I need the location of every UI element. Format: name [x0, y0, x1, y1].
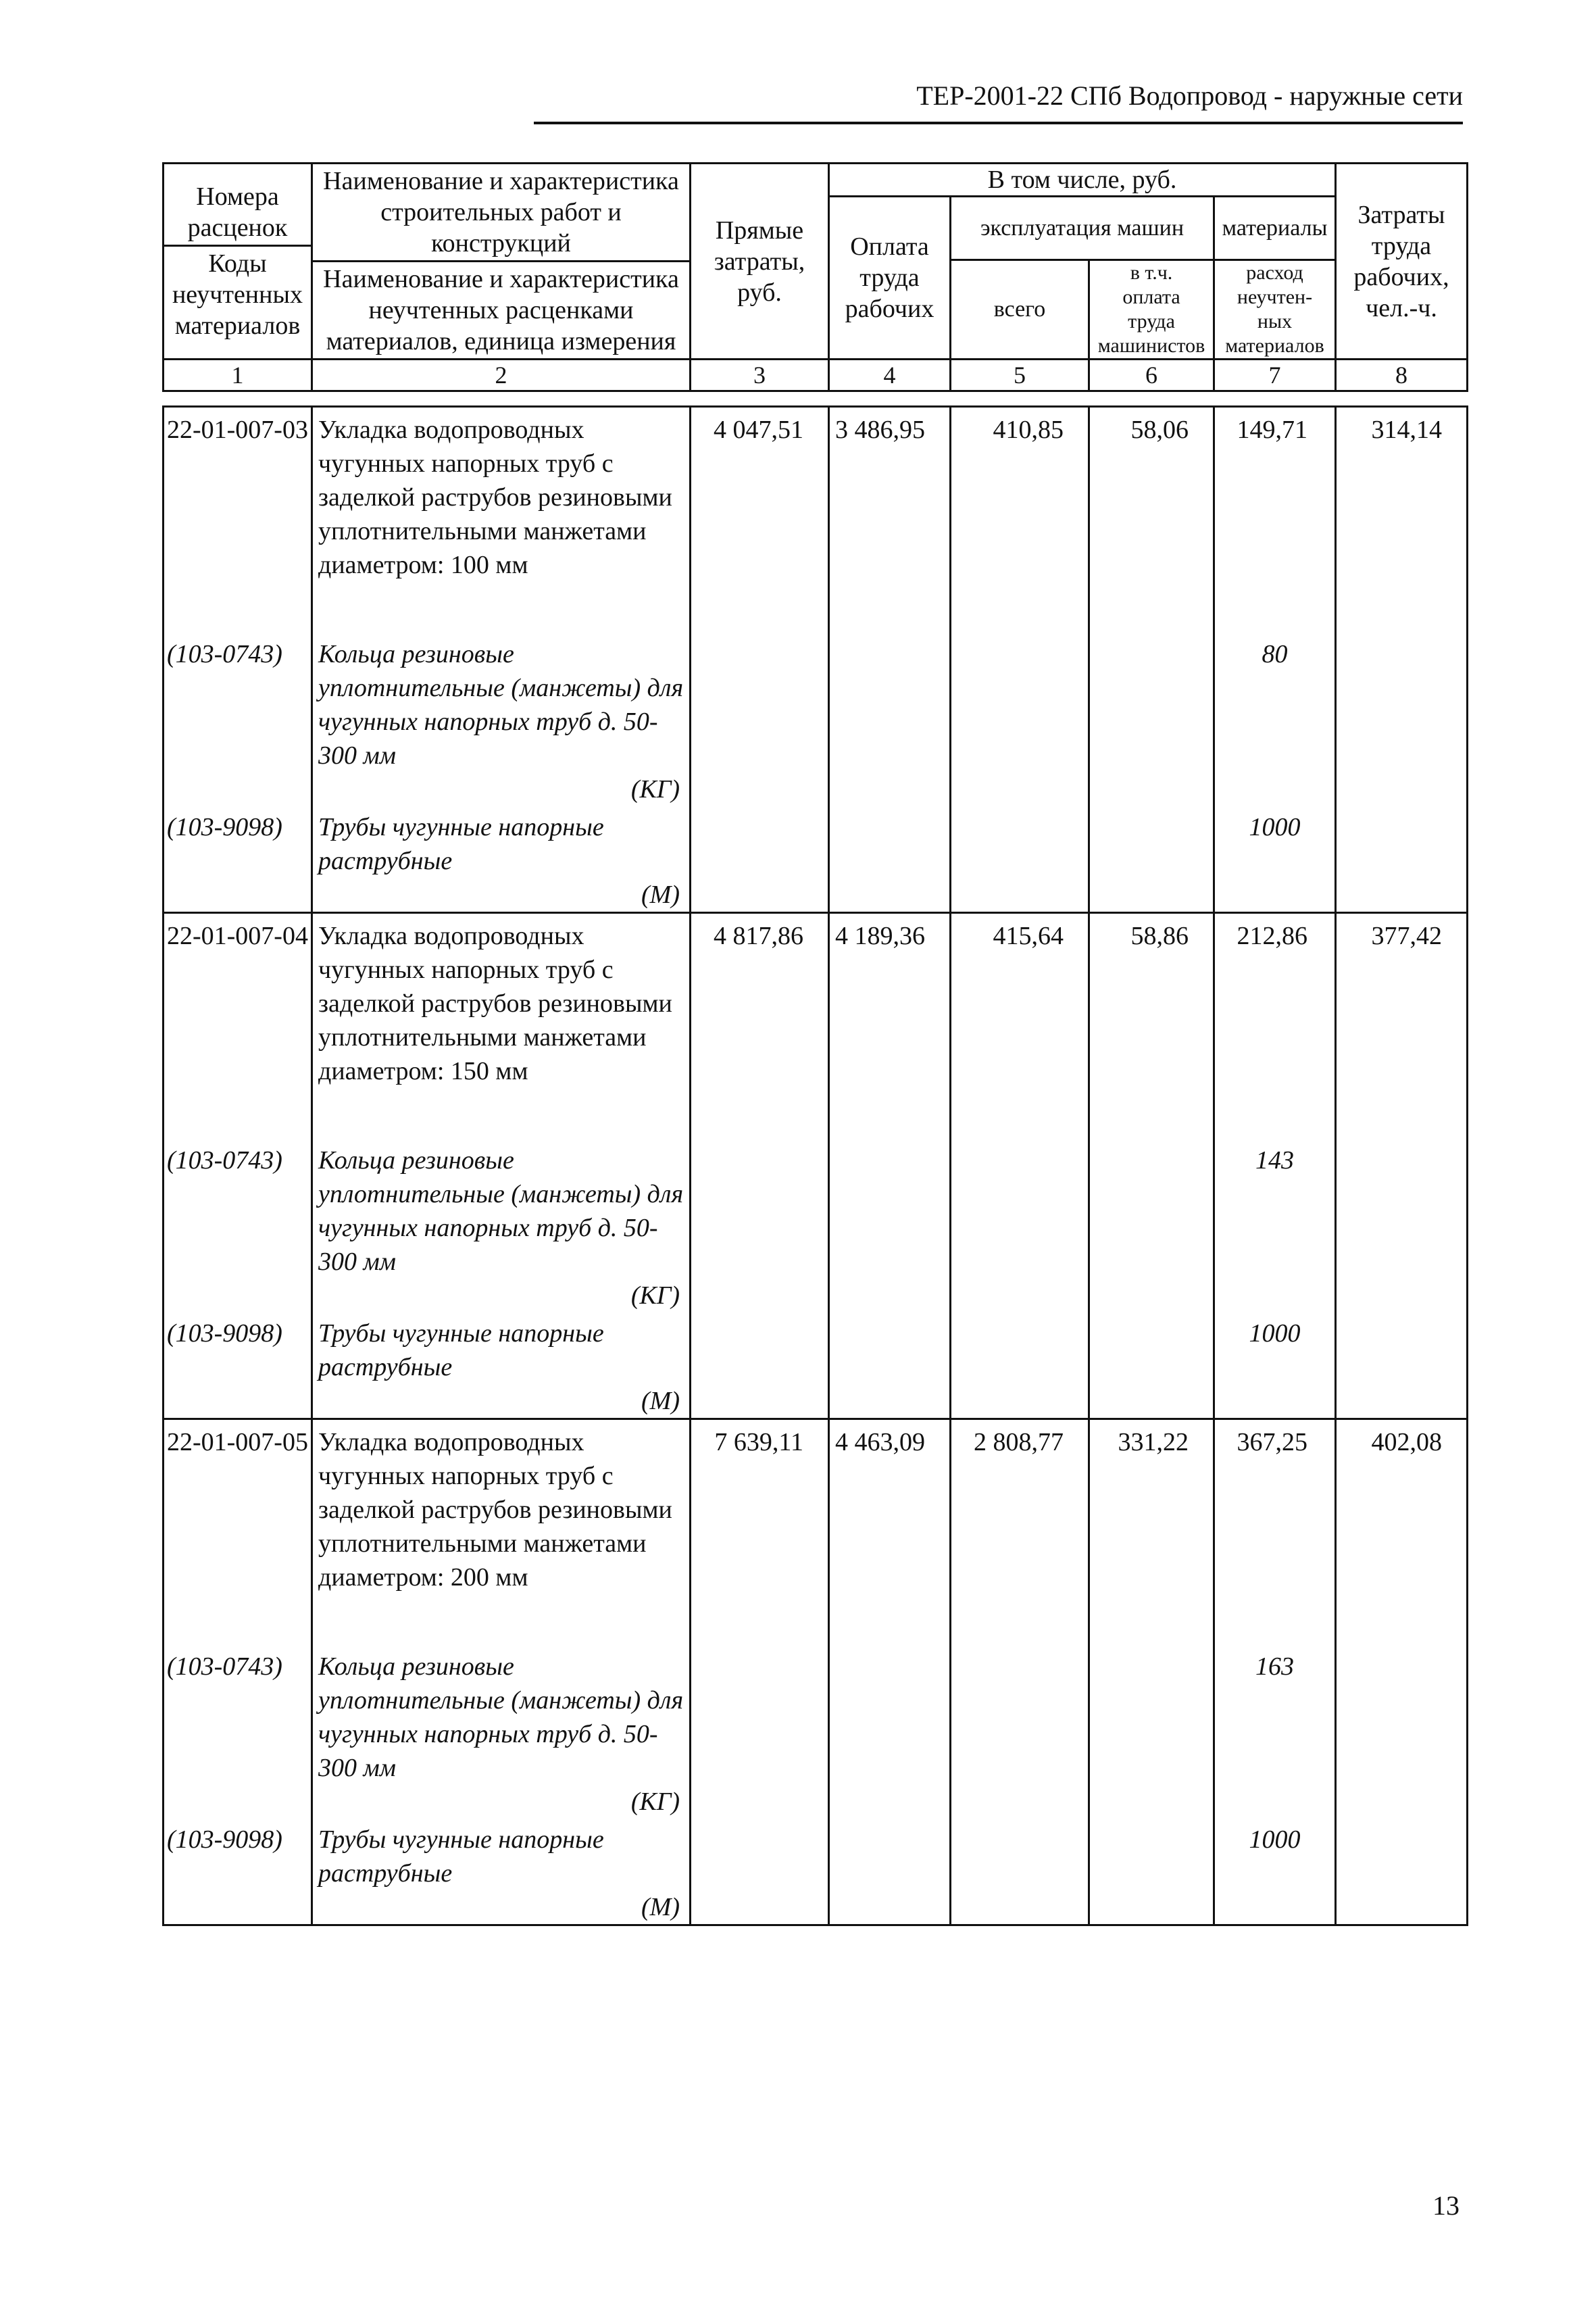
empty-cell [1089, 1115, 1214, 1312]
header-labor-pay: Оплата труда рабочих [829, 197, 951, 360]
material-code: (103-0743) [164, 609, 312, 806]
direct-costs: 4 817,86 [691, 913, 829, 1116]
material-code: (103-9098) [164, 1819, 312, 1925]
empty-cell [829, 1621, 951, 1819]
column-number: 3 [691, 360, 829, 391]
empty-cell [951, 1819, 1089, 1925]
header-labor-hours: Затраты труда рабочих, чел.-ч. [1336, 164, 1468, 360]
empty-cell [1089, 609, 1214, 806]
material-name: Трубы чугунные напорные раструбные [318, 813, 604, 875]
empty-cell [691, 1819, 829, 1925]
empty-cell [1336, 1819, 1468, 1925]
header-materials-title: материалы [1214, 197, 1336, 260]
material-quantity: 80 [1214, 609, 1336, 806]
empty-cell [1089, 1819, 1214, 1925]
empty-cell [1336, 806, 1468, 913]
empty-cell [829, 609, 951, 806]
column-header-table [162, 162, 1468, 392]
empty-cell [691, 609, 829, 806]
material-code: (103-0743) [164, 1621, 312, 1819]
rate-name: Укладка водопроводных чугунных напорных труб с заделкой раструбов резиновыми уплотнительными манжетами диаметром: 100 мм [312, 407, 691, 610]
empty-cell [1089, 1621, 1214, 1819]
empty-cell [829, 806, 951, 913]
material-name: Кольца резиновые уплотнительные (манжеты) для чугунных напорных труб д. 50-300 мм [318, 1652, 684, 1782]
material-row [164, 1312, 1468, 1419]
material-code: (103-9098) [164, 806, 312, 913]
header-machines-total: всего [951, 260, 1089, 360]
column-number: 4 [829, 360, 951, 391]
header-direct-costs: Прямые затраты, руб. [691, 164, 829, 360]
empty-cell [951, 1312, 1089, 1419]
rate-row [164, 913, 1468, 1116]
material-name-cell [312, 609, 691, 806]
column-number: 5 [951, 360, 1089, 391]
empty-cell [1089, 1312, 1214, 1419]
material-row [164, 1115, 1468, 1312]
material-quantity: 143 [1214, 1115, 1336, 1312]
header-col2: Наименование и характеристика строительных работ и конструкций Наименование и характеристика неучтенных расценками материалов, единица измерения [312, 164, 691, 360]
machines-total: 415,64 [951, 913, 1089, 1116]
empty-cell [1336, 609, 1468, 806]
labor-hours: 377,42 [1336, 913, 1468, 1116]
column-number: 7 [1214, 360, 1336, 391]
material-name-cell [312, 1312, 691, 1419]
empty-cell [1336, 1621, 1468, 1819]
material-quantity: 1000 [1214, 1819, 1336, 1925]
column-number: 2 [312, 360, 691, 391]
materials-cost: 367,25 [1214, 1419, 1336, 1622]
machinists-pay: 331,22 [1089, 1419, 1214, 1622]
material-unit: (М) [641, 881, 680, 909]
material-quantity: 163 [1214, 1621, 1336, 1819]
direct-costs: 4 047,51 [691, 407, 829, 610]
empty-cell [1336, 1312, 1468, 1419]
direct-costs: 7 639,11 [691, 1419, 829, 1622]
material-name-cell [312, 1621, 691, 1819]
machinists-pay: 58,86 [1089, 913, 1214, 1116]
header-materials-consumption: расход неучтен- ных материалов [1214, 260, 1336, 360]
material-name-cell [312, 1115, 691, 1312]
material-name-cell [312, 1819, 691, 1925]
machines-total: 410,85 [951, 407, 1089, 610]
empty-cell [951, 1115, 1089, 1312]
header-col1: Номера расценок Коды неучтенных материалов [164, 164, 312, 360]
material-name: Кольца резиновые уплотнительные (манжеты) для чугунных напорных труб д. 50-300 мм [318, 640, 684, 770]
material-name: Кольца резиновые уплотнительные (манжеты) для чугунных напорных труб д. 50-300 мм [318, 1146, 684, 1276]
empty-cell [1089, 806, 1214, 913]
labor-pay: 4 189,36 [829, 913, 951, 1116]
page-number: 13 [1432, 2190, 1460, 2221]
empty-cell [829, 1819, 951, 1925]
labor-pay: 3 486,95 [829, 407, 951, 610]
rates-table [162, 405, 1468, 1926]
rate-code: 22-01-007-03 [164, 407, 312, 610]
rate-row [164, 1419, 1468, 1622]
material-name: Трубы чугунные напорные раструбные [318, 1825, 604, 1888]
rate-name: Укладка водопроводных чугунных напорных труб с заделкой раструбов резиновыми уплотнительными манжетами диаметром: 200 мм [312, 1419, 691, 1622]
material-row [164, 806, 1468, 913]
material-row [164, 1819, 1468, 1925]
labor-hours: 314,14 [1336, 407, 1468, 610]
material-unit: (КГ) [630, 775, 680, 804]
rate-name: Укладка водопроводных чугунных напорных труб с заделкой раструбов резиновыми уплотнительными манжетами диаметром: 150 мм [312, 913, 691, 1116]
material-code: (103-0743) [164, 1115, 312, 1312]
machinists-pay: 58,06 [1089, 407, 1214, 610]
running-head: ТЕР-2001-22 СПб Водопровод - наружные сети [916, 80, 1463, 111]
rate-row [164, 407, 1468, 610]
material-unit: (М) [641, 1893, 680, 1921]
empty-cell [1336, 1115, 1468, 1312]
labor-pay: 4 463,09 [829, 1419, 951, 1622]
empty-cell [829, 1312, 951, 1419]
material-unit: (КГ) [630, 1788, 680, 1816]
empty-cell [951, 806, 1089, 913]
materials-cost: 212,86 [1214, 913, 1336, 1116]
empty-cell [951, 1621, 1089, 1819]
rate-code: 22-01-007-05 [164, 1419, 312, 1622]
empty-cell [829, 1115, 951, 1312]
materials-cost: 149,71 [1214, 407, 1336, 610]
column-number: 6 [1089, 360, 1214, 391]
material-name-cell [312, 806, 691, 913]
empty-cell [691, 1115, 829, 1312]
header-machines-title: эксплуатация машин [951, 197, 1214, 260]
empty-cell [691, 1312, 829, 1419]
column-number: 1 [164, 360, 312, 391]
empty-cell [691, 806, 829, 913]
header-group-title: В том числе, руб. [829, 164, 1336, 197]
material-name: Трубы чугунные напорные раструбные [318, 1319, 604, 1381]
material-unit: (КГ) [630, 1281, 680, 1310]
material-unit: (М) [641, 1387, 680, 1415]
rate-code: 22-01-007-04 [164, 913, 312, 1116]
machines-total: 2 808,77 [951, 1419, 1089, 1622]
labor-hours: 402,08 [1336, 1419, 1468, 1622]
material-code: (103-9098) [164, 1312, 312, 1419]
material-row [164, 609, 1468, 806]
header-machinists-pay: в т.ч. оплата труда машинистов [1089, 260, 1214, 360]
header-rule [534, 122, 1463, 124]
empty-cell [691, 1621, 829, 1819]
empty-cell [951, 609, 1089, 806]
material-quantity: 1000 [1214, 1312, 1336, 1419]
material-row [164, 1621, 1468, 1819]
material-quantity: 1000 [1214, 806, 1336, 913]
column-number: 8 [1336, 360, 1468, 391]
